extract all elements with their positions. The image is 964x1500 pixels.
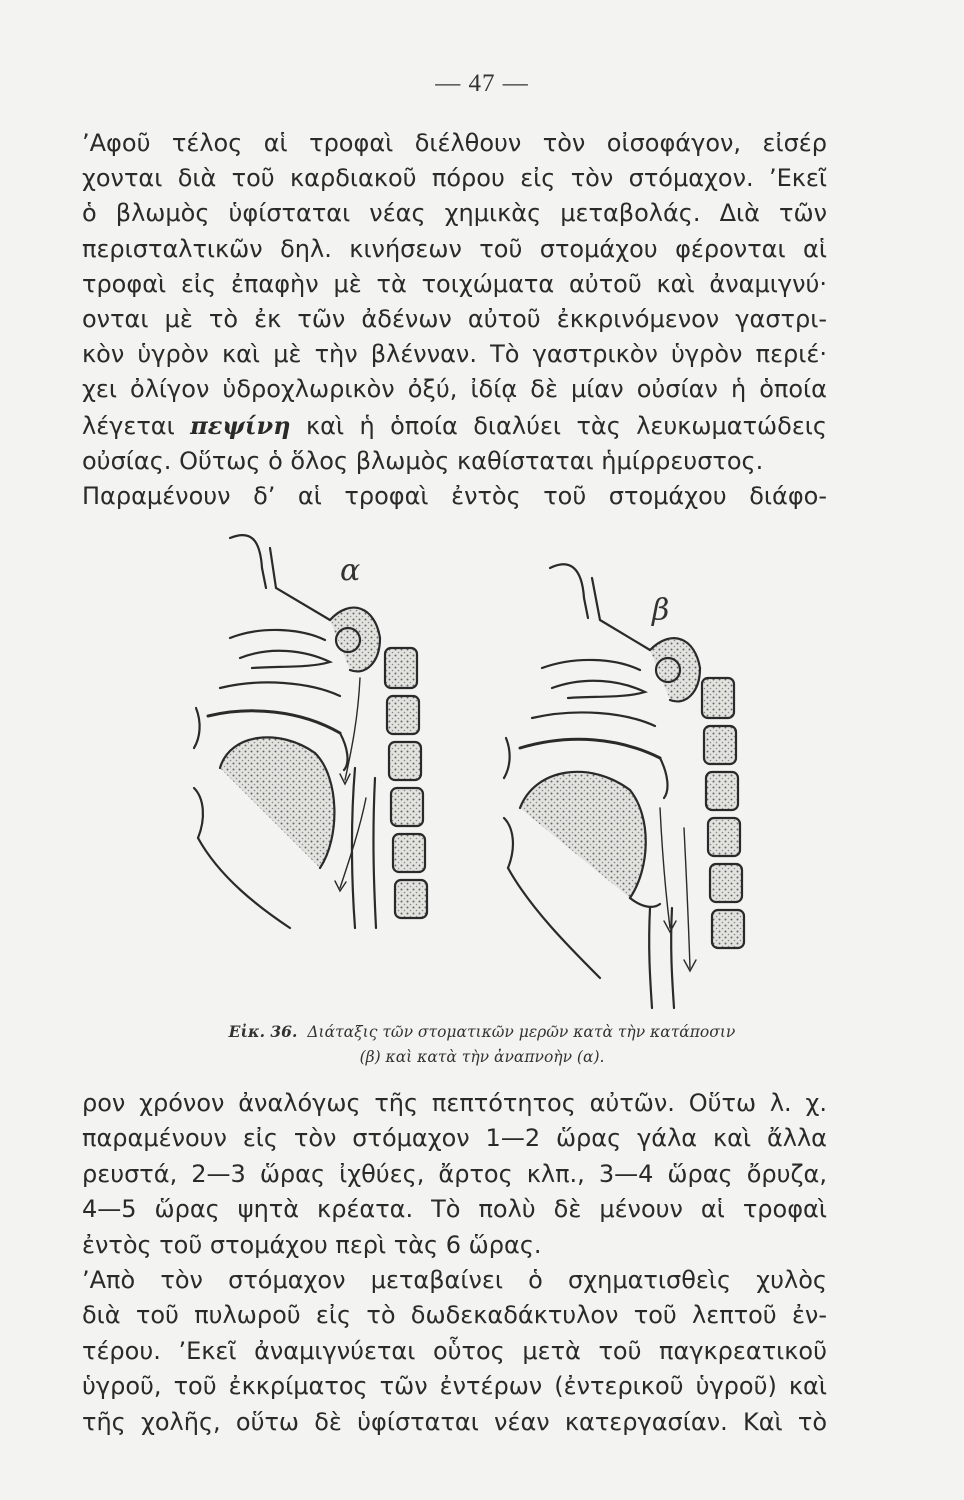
text-line: ονται μὲ τὸ ἐκ τῶν ἀδένων αὐτοῦ ἐκκρινόμενον γαστρι-	[82, 305, 827, 334]
text-line: περισταλτικῶν δηλ. κινήσεων τοῦ στομάχου φέρονται αἱ	[82, 234, 827, 263]
text-line: ρον χρόνον ἀναλόγως τῆς πεπτότητος αὐτῶν. Οὕτω λ. χ.	[82, 1089, 827, 1117]
emphasized-term-pepsin: πεψίνη	[190, 410, 291, 440]
figure-caption-line-1	[0, 1022, 964, 1041]
text-line: χονται διὰ τοῦ καρδιακοῦ πόρου εἰς τὸν στόμαχον. ’Εκεῖ	[82, 164, 827, 193]
panel-beta	[480, 548, 750, 1008]
text-line: 4—5 ὥρας ψητὰ κρέατα. Τὸ πολὺ δὲ μένουν αἱ τροφαὶ	[82, 1195, 827, 1224]
figure-number: Εἰκ. 36.	[228, 1022, 298, 1041]
figure-label-beta: β	[652, 593, 670, 628]
text-line: ρευστά, 2—3 ὥρας ἰχθύες, ἄρτος κλπ., 3—4 ὥρας ὄρυζα,	[82, 1159, 827, 1188]
text-line: ’Απὸ τὸν στόμαχον μεταβαίνει ὁ σχηματισθεὶς χυλὸς	[82, 1266, 827, 1295]
text-line: κὸν ὑγρὸν καὶ μὲ τὴν βλένναν. Τὸ γαστρικὸν ὑγρὸν περιέ·	[82, 340, 827, 369]
figure-caption-line-2: (β) καὶ κατὰ τὴν ἀναπνοὴν (α).	[359, 1048, 605, 1066]
text-line: χει ὀλίγον ὑδροχλωρικὸν ὀξύ, ἰδίᾳ δὲ μίαν οὐσίαν ἡ ὁποία	[82, 375, 827, 404]
paragraph-bottom	[82, 1086, 827, 1440]
text-line: Παραμένουν δ’ αἱ τροφαὶ ἐντὸς τοῦ στομάχου διάφο-	[82, 482, 827, 511]
text-span: καὶ ἡ ὁποία διαλύει τὰς λευκωματώδεις	[290, 411, 827, 440]
text-line: ’Αφοῦ τέλος αἱ τροφαὶ διέλθουν τὸν οἰσοφάγον, εἰσέρ	[82, 129, 827, 157]
text-line: τῆς χολῆς, οὕτω δὲ ὑφίσταται νέαν κατεργασίαν. Καὶ τὸ	[82, 1407, 827, 1436]
anatomical-figure	[190, 528, 750, 1010]
text-line: τροφαὶ εἰς ἐπαφὴν μὲ τὰ τοιχώματα αὐτοῦ καὶ ἀναμιγνύ·	[82, 269, 827, 298]
text-line: ἐντὸς τοῦ στομάχου περὶ τὰς 6 ὥρας.	[82, 1230, 542, 1259]
text-line: ὑγροῦ, τοῦ ἐκκρίματος τῶν ἐντέρων (ἐντερικοῦ ὑγροῦ) καὶ	[82, 1372, 827, 1401]
text-span: λέγεται	[82, 411, 191, 440]
text-line	[82, 408, 827, 444]
paragraph-top	[82, 126, 827, 514]
page-number: — 47 —	[435, 70, 529, 97]
text-line: ὁ βλωμὸς ὑφίσταται νέας χημικὰς μεταβολάς. Διὰ τῶν	[82, 199, 827, 228]
text-line: παραμένουν εἰς τὸν στόμαχον 1—2 ὥρας γάλα καὶ ἄλλα	[82, 1124, 827, 1153]
text-line: οὐσίας. Οὕτως ὁ ὅλος βλωμὸς καθίσταται ἡμίρρευστος.	[82, 446, 764, 475]
text-line: διὰ τοῦ πυλωροῦ εἰς τὸ δωδεκαδάκτυλον τοῦ λεπτοῦ ἐν-	[82, 1301, 827, 1330]
panel-alpha	[190, 528, 430, 928]
text-line: τέρου. ’Εκεῖ ἀναμιγνύεται οὗτος μετὰ τοῦ παγκρεατικοῦ	[82, 1336, 827, 1365]
figure-label-alpha: α	[340, 553, 361, 588]
caption-text: Διάταξις τῶν στοματικῶν μερῶν κατὰ τὴν κατάποσιν	[307, 1023, 736, 1041]
